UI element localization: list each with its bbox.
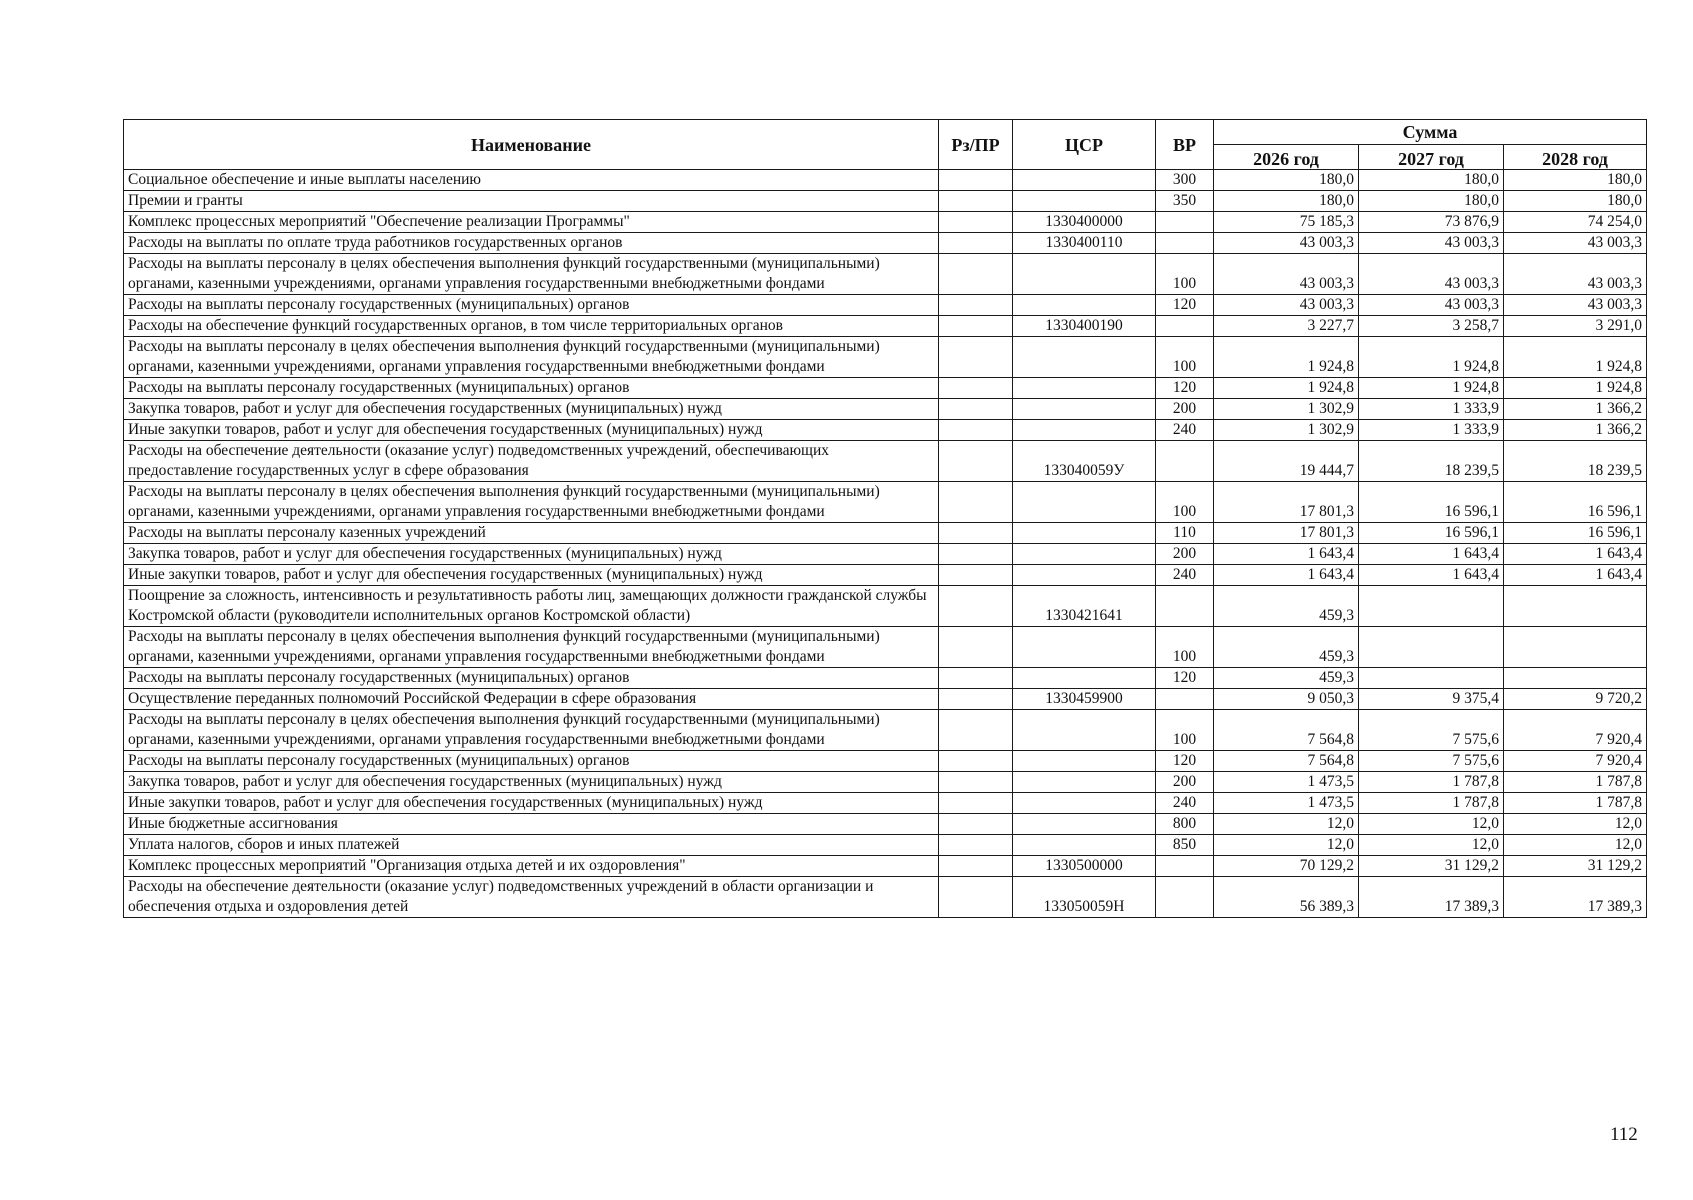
table-row [124,212,1647,233]
cell-2028: 1 643,4 [1504,565,1647,586]
cell-2027 [1359,627,1504,668]
cell-vr [1156,586,1214,627]
cell-name: Расходы на выплаты персоналу в целях обеспечения выполнения функций государственными (муниципальными) органами, казенными учреждениями, органами управления государственными внебюджетными фондами [124,627,939,668]
cell-name: Расходы на выплаты по оплате труда работников государственных органов [124,233,939,254]
table-row [124,586,1647,627]
cell-2028: 1 366,2 [1504,399,1647,420]
cell-name: Иные закупки товаров, работ и услуг для обеспечения государственных (муниципальных) нужд [124,565,939,586]
table-row [124,441,1647,482]
cell-vr: 100 [1156,482,1214,523]
cell-csr [1013,814,1156,835]
cell-2027: 180,0 [1359,191,1504,212]
cell-2028: 7 920,4 [1504,751,1647,772]
cell-rz-pr [939,420,1013,441]
cell-2027: 17 389,3 [1359,877,1504,918]
cell-2028: 3 291,0 [1504,316,1647,337]
cell-vr: 100 [1156,337,1214,378]
cell-name: Иные закупки товаров, работ и услуг для обеспечения государственных (муниципальных) нужд [124,420,939,441]
cell-2026: 43 003,3 [1214,233,1359,254]
cell-csr: 133040059У [1013,441,1156,482]
table-header [124,120,1647,170]
cell-2027 [1359,586,1504,627]
header-2028: 2028 год [1504,145,1647,170]
cell-rz-pr [939,689,1013,710]
cell-2027: 7 575,6 [1359,751,1504,772]
cell-2028: 17 389,3 [1504,877,1647,918]
table-row [124,254,1647,295]
cell-2027: 16 596,1 [1359,482,1504,523]
cell-2026: 7 564,8 [1214,710,1359,751]
header-vr: ВР [1156,120,1214,170]
cell-2026: 3 227,7 [1214,316,1359,337]
table-row [124,689,1647,710]
cell-csr [1013,254,1156,295]
cell-rz-pr [939,627,1013,668]
table-row [124,482,1647,523]
cell-2028: 74 254,0 [1504,212,1647,233]
cell-2026: 43 003,3 [1214,295,1359,316]
cell-csr [1013,710,1156,751]
cell-csr [1013,295,1156,316]
cell-csr: 1330459900 [1013,689,1156,710]
cell-2026: 17 801,3 [1214,523,1359,544]
cell-name: Премии и гранты [124,191,939,212]
cell-csr: 1330500000 [1013,856,1156,877]
header-csr: ЦСР [1013,120,1156,170]
cell-2027: 43 003,3 [1359,233,1504,254]
cell-2027: 18 239,5 [1359,441,1504,482]
cell-vr: 110 [1156,523,1214,544]
cell-name: Расходы на выплаты персоналу в целях обеспечения выполнения функций государственными (муниципальными) органами, казенными учреждениями, органами управления государственными внебюджетными фондами [124,482,939,523]
cell-vr: 120 [1156,751,1214,772]
table-row [124,295,1647,316]
cell-2028: 43 003,3 [1504,233,1647,254]
cell-vr [1156,689,1214,710]
cell-2028: 1 787,8 [1504,793,1647,814]
cell-2026: 9 050,3 [1214,689,1359,710]
cell-2028: 16 596,1 [1504,523,1647,544]
cell-rz-pr [939,233,1013,254]
cell-vr: 120 [1156,295,1214,316]
cell-name: Поощрение за сложность, интенсивность и результативность работы лиц, замещающих должности гражданской службы Костромской области (руководители исполнительных органов Костромской области) [124,586,939,627]
table-row [124,420,1647,441]
cell-2028: 12,0 [1504,835,1647,856]
cell-rz-pr [939,170,1013,191]
cell-vr: 300 [1156,170,1214,191]
budget-table [123,119,1647,918]
cell-rz-pr [939,751,1013,772]
cell-rz-pr [939,565,1013,586]
cell-csr [1013,170,1156,191]
cell-rz-pr [939,441,1013,482]
cell-2028: 1 787,8 [1504,772,1647,793]
cell-csr [1013,544,1156,565]
table-row [124,191,1647,212]
cell-2028 [1504,627,1647,668]
cell-csr [1013,523,1156,544]
cell-vr: 120 [1156,378,1214,399]
cell-csr: 1330400190 [1013,316,1156,337]
cell-csr [1013,668,1156,689]
cell-2026: 1 643,4 [1214,544,1359,565]
cell-vr: 100 [1156,254,1214,295]
table-row [124,835,1647,856]
table-row [124,668,1647,689]
table-row [124,544,1647,565]
cell-2028: 180,0 [1504,170,1647,191]
table-row [124,877,1647,918]
cell-2027: 12,0 [1359,835,1504,856]
cell-2028: 31 129,2 [1504,856,1647,877]
cell-name: Расходы на выплаты персоналу казенных учреждений [124,523,939,544]
table-row [124,793,1647,814]
cell-2027: 1 924,8 [1359,337,1504,378]
table-row [124,627,1647,668]
cell-vr [1156,316,1214,337]
cell-name: Расходы на выплаты персоналу государственных (муниципальных) органов [124,668,939,689]
cell-name: Расходы на выплаты персоналу государственных (муниципальных) органов [124,295,939,316]
table-row [124,337,1647,378]
cell-2027: 9 375,4 [1359,689,1504,710]
cell-2027: 73 876,9 [1359,212,1504,233]
cell-vr: 100 [1156,710,1214,751]
cell-2027: 1 924,8 [1359,378,1504,399]
header-2026: 2026 год [1214,145,1359,170]
table-row [124,523,1647,544]
cell-2028: 9 720,2 [1504,689,1647,710]
cell-2028: 1 924,8 [1504,378,1647,399]
cell-2028 [1504,668,1647,689]
table-row [124,814,1647,835]
cell-name: Осуществление переданных полномочий Российской Федерации в сфере образования [124,689,939,710]
cell-vr: 800 [1156,814,1214,835]
cell-rz-pr [939,814,1013,835]
cell-2028: 180,0 [1504,191,1647,212]
cell-2026: 75 185,3 [1214,212,1359,233]
table-row [124,316,1647,337]
cell-rz-pr [939,856,1013,877]
header-name: Наименование [124,120,939,170]
cell-name: Закупка товаров, работ и услуг для обеспечения государственных (муниципальных) нужд [124,399,939,420]
cell-2028: 18 239,5 [1504,441,1647,482]
header-2027: 2027 год [1359,145,1504,170]
cell-vr: 100 [1156,627,1214,668]
cell-2028: 16 596,1 [1504,482,1647,523]
cell-2026: 1 302,9 [1214,420,1359,441]
cell-rz-pr [939,191,1013,212]
cell-vr: 200 [1156,544,1214,565]
cell-rz-pr [939,337,1013,378]
cell-2027: 43 003,3 [1359,295,1504,316]
cell-name: Расходы на обеспечение деятельности (оказание услуг) подведомственных учреждений в области организации и обеспечения отдыха и оздоровления детей [124,877,939,918]
cell-rz-pr [939,399,1013,420]
table-row [124,751,1647,772]
cell-name: Расходы на выплаты персоналу государственных (муниципальных) органов [124,751,939,772]
cell-vr [1156,212,1214,233]
table-row [124,565,1647,586]
cell-csr: 133050059Н [1013,877,1156,918]
cell-vr [1156,441,1214,482]
cell-2026: 1 924,8 [1214,337,1359,378]
cell-rz-pr [939,710,1013,751]
cell-2027: 43 003,3 [1359,254,1504,295]
cell-2028: 1 366,2 [1504,420,1647,441]
cell-csr [1013,482,1156,523]
cell-name: Иные закупки товаров, работ и услуг для обеспечения государственных (муниципальных) нужд [124,793,939,814]
table-row [124,710,1647,751]
cell-csr [1013,751,1156,772]
cell-rz-pr [939,877,1013,918]
cell-2027: 180,0 [1359,170,1504,191]
cell-csr: 1330421641 [1013,586,1156,627]
cell-2026: 7 564,8 [1214,751,1359,772]
cell-name: Расходы на выплаты персоналу в целях обеспечения выполнения функций государственными (муниципальными) органами, казенными учреждениями, органами управления государственными внебюджетными фондами [124,710,939,751]
cell-name: Закупка товаров, работ и услуг для обеспечения государственных (муниципальных) нужд [124,544,939,565]
cell-vr: 240 [1156,420,1214,441]
cell-rz-pr [939,586,1013,627]
cell-name: Социальное обеспечение и иные выплаты населению [124,170,939,191]
cell-2026: 56 389,3 [1214,877,1359,918]
cell-2027: 3 258,7 [1359,316,1504,337]
cell-rz-pr [939,295,1013,316]
cell-vr: 200 [1156,772,1214,793]
cell-rz-pr [939,378,1013,399]
cell-csr [1013,565,1156,586]
cell-2027: 1 333,9 [1359,420,1504,441]
cell-vr: 200 [1156,399,1214,420]
cell-2026: 1 473,5 [1214,772,1359,793]
cell-vr: 120 [1156,668,1214,689]
table-row [124,233,1647,254]
table-row [124,399,1647,420]
cell-name: Расходы на выплаты персоналу государственных (муниципальных) органов [124,378,939,399]
cell-2026: 459,3 [1214,668,1359,689]
page-number: 112 [1610,1124,1638,1145]
cell-2026: 1 924,8 [1214,378,1359,399]
cell-rz-pr [939,793,1013,814]
cell-2028: 7 920,4 [1504,710,1647,751]
cell-vr: 240 [1156,793,1214,814]
cell-2028 [1504,586,1647,627]
cell-2026: 70 129,2 [1214,856,1359,877]
cell-2026: 1 302,9 [1214,399,1359,420]
cell-rz-pr [939,316,1013,337]
table-body [124,170,1647,918]
cell-2028: 43 003,3 [1504,295,1647,316]
cell-name: Иные бюджетные ассигнования [124,814,939,835]
cell-name: Комплекс процессных мероприятий "Организация отдыха детей и их оздоровления" [124,856,939,877]
cell-rz-pr [939,835,1013,856]
cell-name: Расходы на выплаты персоналу в целях обеспечения выполнения функций государственными (муниципальными) органами, казенными учреждениями, органами управления государственными внебюджетными фондами [124,254,939,295]
cell-2026: 180,0 [1214,170,1359,191]
cell-rz-pr [939,772,1013,793]
table-row [124,856,1647,877]
cell-2026: 43 003,3 [1214,254,1359,295]
cell-name: Расходы на обеспечение функций государственных органов, в том числе территориальных органов [124,316,939,337]
cell-2026: 17 801,3 [1214,482,1359,523]
cell-2028: 1 643,4 [1504,544,1647,565]
cell-rz-pr [939,668,1013,689]
cell-2027: 1 787,8 [1359,793,1504,814]
cell-csr [1013,420,1156,441]
cell-vr: 350 [1156,191,1214,212]
table-row [124,170,1647,191]
cell-2026: 19 444,7 [1214,441,1359,482]
cell-name: Уплата налогов, сборов и иных платежей [124,835,939,856]
table-row [124,378,1647,399]
cell-2026: 12,0 [1214,835,1359,856]
cell-vr [1156,233,1214,254]
cell-csr [1013,627,1156,668]
cell-csr [1013,337,1156,378]
cell-name: Закупка товаров, работ и услуг для обеспечения государственных (муниципальных) нужд [124,772,939,793]
cell-csr [1013,835,1156,856]
cell-2027: 7 575,6 [1359,710,1504,751]
cell-2027 [1359,668,1504,689]
cell-2027: 16 596,1 [1359,523,1504,544]
cell-csr [1013,793,1156,814]
table-row [124,772,1647,793]
cell-2027: 1 643,4 [1359,565,1504,586]
cell-2028: 43 003,3 [1504,254,1647,295]
header-sum: Сумма [1214,120,1647,145]
cell-name: Комплекс процессных мероприятий "Обеспечение реализации Программы" [124,212,939,233]
cell-vr: 850 [1156,835,1214,856]
cell-rz-pr [939,544,1013,565]
cell-2026: 1 473,5 [1214,793,1359,814]
cell-2027: 1 333,9 [1359,399,1504,420]
cell-vr [1156,856,1214,877]
cell-2026: 180,0 [1214,191,1359,212]
cell-rz-pr [939,482,1013,523]
cell-2027: 1 787,8 [1359,772,1504,793]
header-row-top [124,120,1647,145]
cell-csr [1013,191,1156,212]
cell-vr [1156,877,1214,918]
cell-2027: 12,0 [1359,814,1504,835]
cell-csr: 1330400000 [1013,212,1156,233]
cell-vr: 240 [1156,565,1214,586]
cell-csr [1013,772,1156,793]
cell-2026: 459,3 [1214,627,1359,668]
cell-2027: 31 129,2 [1359,856,1504,877]
cell-2026: 459,3 [1214,586,1359,627]
cell-2026: 1 643,4 [1214,565,1359,586]
cell-csr: 1330400110 [1013,233,1156,254]
cell-name: Расходы на обеспечение деятельности (оказание услуг) подведомственных учреждений, обеспечивающих предоставление государственных услуг в сфере образования [124,441,939,482]
cell-rz-pr [939,212,1013,233]
cell-2026: 12,0 [1214,814,1359,835]
cell-name: Расходы на выплаты персоналу в целях обеспечения выполнения функций государственными (муниципальными) органами, казенными учреждениями, органами управления государственными внебюджетными фондами [124,337,939,378]
cell-csr [1013,378,1156,399]
cell-2028: 1 924,8 [1504,337,1647,378]
cell-rz-pr [939,523,1013,544]
cell-rz-pr [939,254,1013,295]
cell-2027: 1 643,4 [1359,544,1504,565]
header-rz-pr: Рз/ПР [939,120,1013,170]
cell-2028: 12,0 [1504,814,1647,835]
cell-csr [1013,399,1156,420]
